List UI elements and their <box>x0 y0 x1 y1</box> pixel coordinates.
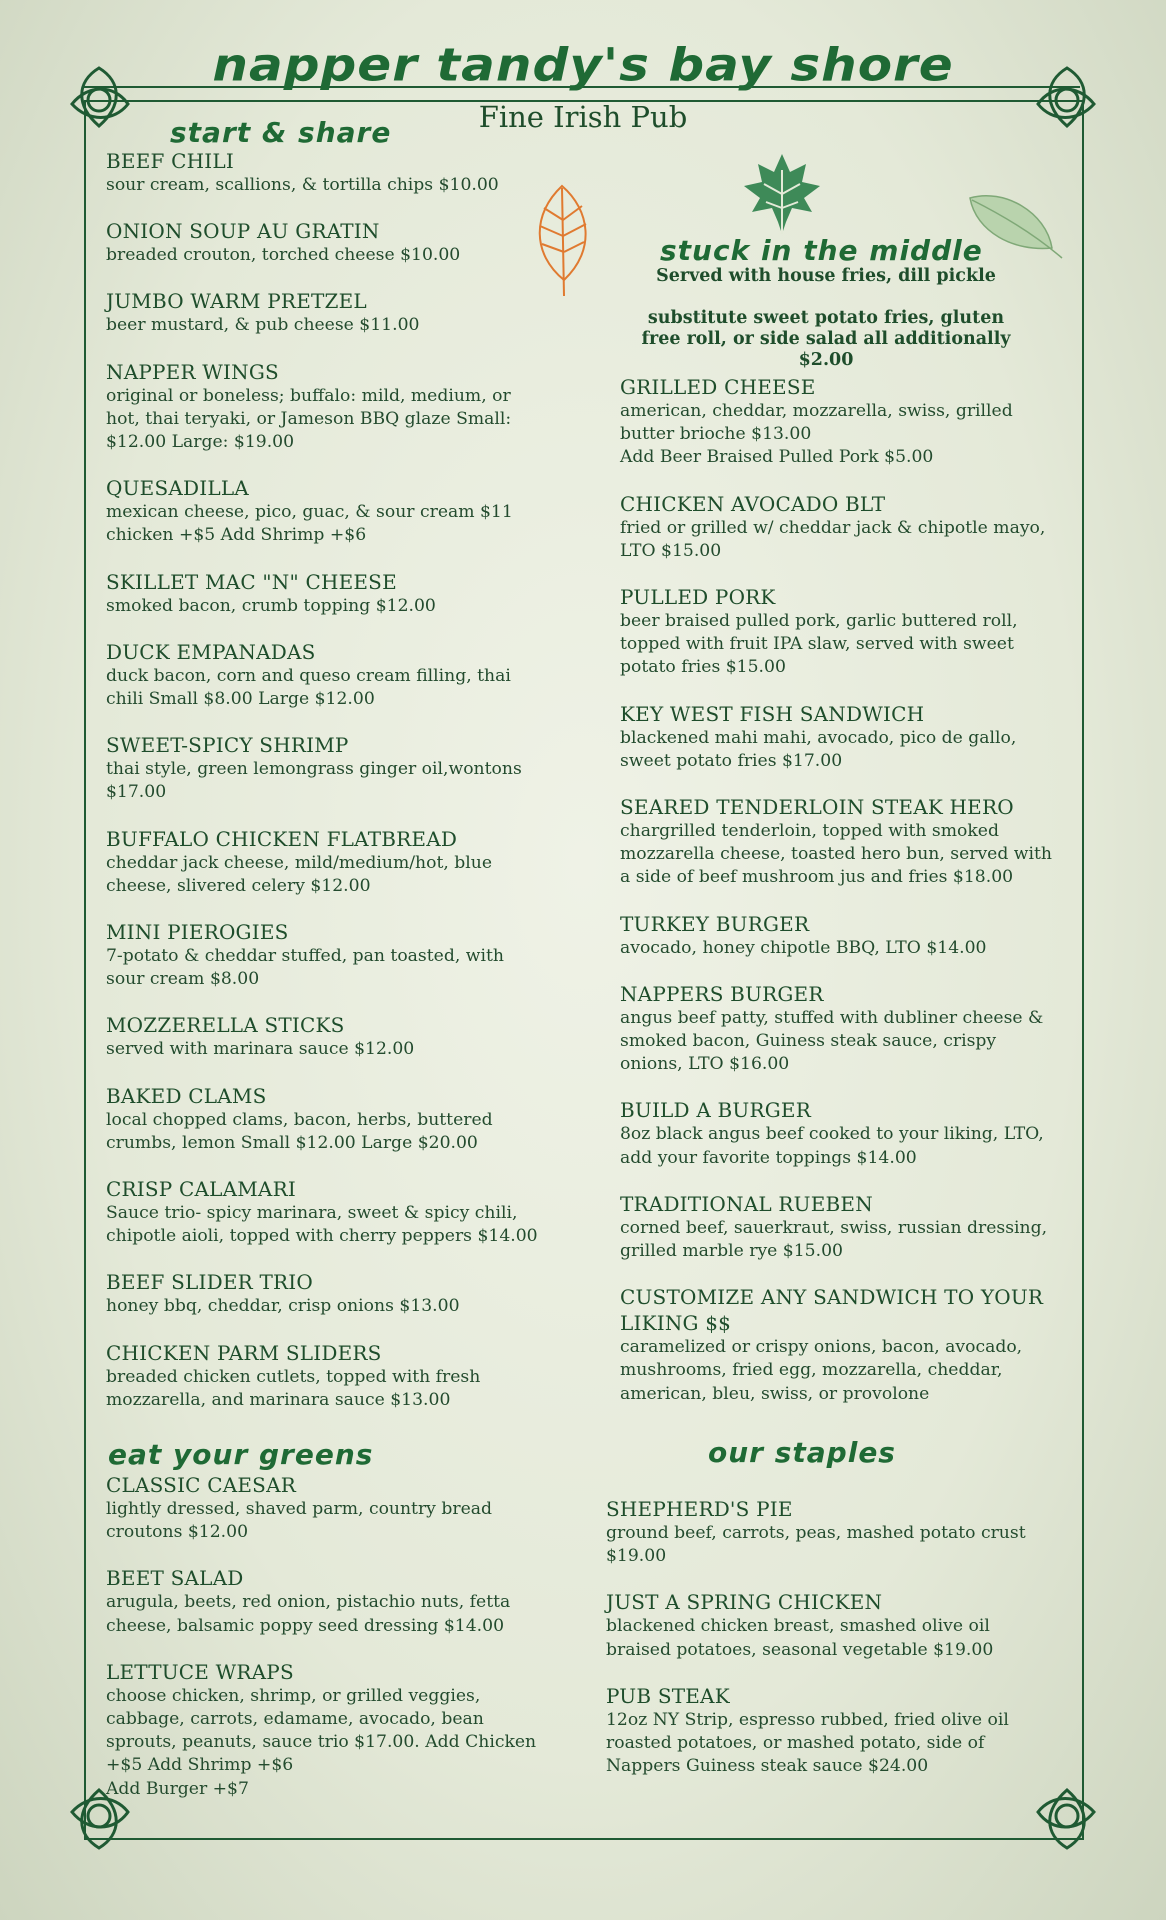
item-name: BEEF CHILI <box>106 149 234 173</box>
item-name: CLASSIC CAESAR <box>106 1473 296 1497</box>
item-desc: 12oz NY Strip, espresso rubbed, fried olive oil roasted potatoes, or mashed potato, side of Nappers Guiness steak sauce $24.00 <box>606 1709 1009 1777</box>
menu-item <box>106 1012 546 1061</box>
item-name: ONION SOUP AU GRATIN <box>106 219 380 244</box>
item-name: BUILD A BURGER <box>620 1098 811 1123</box>
item-name: NAPPER WINGS <box>106 359 279 384</box>
item-name: SKILLET MAC "N" CHEESE <box>106 569 397 594</box>
menu-item <box>606 1683 1056 1779</box>
item-desc-extra: Add Burger +$7 <box>106 1778 249 1799</box>
menu-item <box>620 1191 1060 1263</box>
item-name: MOZZERELLA STICKS <box>106 1013 345 1038</box>
menu-item <box>106 148 546 197</box>
item-desc-extra: Add Beer Braised Pulled Pork $5.00 <box>620 447 934 468</box>
menu-item <box>620 1284 1060 1406</box>
menu-item <box>620 1097 1060 1169</box>
menu-item <box>106 732 546 804</box>
item-desc: honey bbq, cheddar, crisp onions $13.00 <box>106 1296 460 1317</box>
item-desc: blackened chicken breast, smashed olive oil braised potatoes, seasonal vegetable $19.00 <box>606 1616 994 1660</box>
item-name: BUFFALO CHICKEN FLATBREAD <box>106 826 458 851</box>
menu-item <box>106 919 546 991</box>
item-desc: beer mustard, & pub cheese $11.00 <box>106 315 420 336</box>
menu-item <box>106 1083 546 1155</box>
item-desc: local chopped clams, bacon, herbs, buttered crumbs, lemon Small $12.00 Large $20.00 <box>106 1109 493 1153</box>
item-desc: caramelized or crispy onions, bacon, avocado, mushrooms, fried egg, mozzarella, cheddar, american, bleu, swiss, or provolone <box>620 1337 1023 1404</box>
item-desc: duck bacon, corn and queso cream filling, thai chili Small $8.00 Large $12.00 <box>106 665 511 710</box>
middle-list <box>620 374 1060 1427</box>
menu-item <box>106 1269 546 1318</box>
menu-item <box>106 639 546 711</box>
item-name: BAKED CLAMS <box>106 1083 267 1108</box>
item-desc: mexican cheese, pico, guac, & sour cream $11 chicken +$5 Add Shrimp +$6 <box>106 502 513 546</box>
section-title-start-share: start & share <box>170 116 392 149</box>
menu-item <box>620 794 1060 890</box>
item-name: NAPPERS BURGER <box>620 981 824 1006</box>
item-desc: thai style, green lemongrass ginger oil,wontons $17.00 <box>106 759 522 803</box>
item-name: LETTUCE WRAPS <box>106 1659 294 1684</box>
start-share-list <box>106 148 546 1433</box>
middle-note-substitute: substitute sweet potato fries, gluten free roll, or side salad all additionally $2.00 <box>641 308 1011 370</box>
menu-item <box>620 981 1060 1077</box>
menu-item <box>106 288 546 337</box>
menu-item <box>106 569 546 618</box>
section-title-greens: eat your greens <box>108 1438 374 1471</box>
menu-item <box>106 475 546 547</box>
section-title-middle: stuck in the middle <box>660 234 983 267</box>
item-desc: breaded chicken cutlets, topped with fresh mozzarella, and marinara sauce $13.00 <box>106 1366 481 1410</box>
item-desc: Sauce trio- spicy marinara, sweet & spicy chili, chipotle aioli, topped with cherry peppers $14.00 <box>106 1203 538 1247</box>
item-desc: blackened mahi mahi, avocado, pico de gallo, sweet potato fries $17.00 <box>620 727 1017 771</box>
item-name: GRILLED CHEESE <box>620 375 816 399</box>
menu-item <box>620 701 1060 773</box>
item-desc: smoked bacon, crumb topping $12.00 <box>106 595 436 616</box>
item-desc: angus beef patty, stuffed with dubliner cheese & smoked bacon, Guiness steak sauce, crispy onions, LTO $16.00 <box>620 1007 1044 1075</box>
item-desc: 8oz black angus beef cooked to your liking, LTO, add your favorite toppings $14.00 <box>620 1124 1044 1168</box>
menu-item <box>620 584 1060 680</box>
menu-item <box>106 1472 546 1544</box>
menu-item <box>106 359 546 455</box>
item-desc: fried or grilled w/ cheddar jack & chipotle mayo, LTO $15.00 <box>620 517 1046 561</box>
item-name: TRADITIONAL RUEBEN <box>620 1191 873 1216</box>
item-desc: breaded crouton, torched cheese $10.00 <box>106 245 461 266</box>
menu-item <box>620 374 1060 470</box>
menu-item <box>620 911 1060 960</box>
item-desc: cheddar jack cheese, mild/medium/hot, blue cheese, slivered celery $12.00 <box>106 852 493 896</box>
item-desc: lightly dressed, shaved parm, country bread croutons $12.00 <box>106 1499 492 1543</box>
item-desc: served with marinara sauce $12.00 <box>106 1039 415 1060</box>
menu-item <box>106 218 546 267</box>
green-leaf-icon <box>740 150 824 236</box>
item-name: SEARED TENDERLOIN STEAK HERO <box>620 795 1014 820</box>
item-name: PULLED PORK <box>620 585 776 610</box>
item-name: CUSTOMIZE ANY SANDWICH TO YOUR LIKING $$ <box>620 1285 1044 1336</box>
item-name: JUST A SPRING CHICKEN <box>606 1590 883 1615</box>
menu-item <box>606 1589 1056 1661</box>
middle-note-sides: Served with house fries, dill pickle <box>656 266 996 286</box>
page-title: napper tandy's bay shore <box>212 38 954 92</box>
item-name: CHICKEN PARM SLIDERS <box>106 1340 382 1365</box>
item-name: CHICKEN AVOCADO BLT <box>620 491 886 516</box>
menu-item <box>606 1496 1056 1568</box>
item-name: MINI PIEROGIES <box>106 920 289 945</box>
menu-item <box>106 1659 546 1801</box>
menu-item <box>106 826 546 898</box>
item-desc: arugula, beets, red onion, pistachio nuts, fetta cheese, balsamic poppy seed dressing $14.00 <box>106 1592 511 1636</box>
item-desc: original or boneless; buffalo: mild, medium, or hot, thai teryaki, or Jameson BBQ glaze Small: $12.00 Large: $19.00 <box>106 385 512 453</box>
item-desc: ground beef, carrots, peas, mashed potato crust $19.00 <box>606 1523 1026 1567</box>
item-name: SHEPHERD'S PIE <box>606 1497 793 1521</box>
menu-item <box>106 1565 546 1637</box>
item-desc: 7-potato & cheddar stuffed, pan toasted, with sour cream $8.00 <box>106 946 504 990</box>
section-title-staples: our staples <box>708 1436 896 1469</box>
item-desc: chargrilled tenderloin, topped with smoked mozzarella cheese, toasted hero bun, served with a side of beef mushroom jus and fries $18.00 <box>620 821 1052 888</box>
item-name: BEEF SLIDER TRIO <box>106 1270 313 1295</box>
item-name: SWEET-SPICY SHRIMP <box>106 733 349 758</box>
item-name: KEY WEST FISH SANDWICH <box>620 701 925 726</box>
item-desc: american, cheddar, mozzarella, swiss, grilled butter brioche $13.00 <box>620 401 1013 445</box>
greens-list <box>106 1472 546 1822</box>
item-name: CRISP CALAMARI <box>106 1177 296 1202</box>
item-name: PUB STEAK <box>606 1683 730 1708</box>
item-name: JUMBO WARM PRETZEL <box>106 289 367 314</box>
item-name: BEET SALAD <box>106 1566 244 1591</box>
item-desc: avocado, honey chipotle BBQ, LTO $14.00 <box>620 937 987 958</box>
page-subtitle: Fine Irish Pub <box>478 100 688 134</box>
item-name: TURKEY BURGER <box>620 911 810 936</box>
item-desc: corned beef, sauerkraut, swiss, russian dressing, grilled marble rye $15.00 <box>620 1217 1048 1262</box>
menu-item <box>106 1176 546 1248</box>
menu-item <box>620 491 1060 563</box>
item-name: QUESADILLA <box>106 476 249 501</box>
item-desc: choose chicken, shrimp, or grilled veggies, cabbage, carrots, edamame, avocado, bean sprouts, peanuts, sauce trio $17.00. Add Chicken +$5 Add Shrimp +$6 <box>106 1685 537 1776</box>
item-desc: beer braised pulled pork, garlic buttered roll, topped with fruit IPA slaw, served with sweet potato fries $15.00 <box>620 611 1018 678</box>
menu-item <box>106 1340 546 1412</box>
item-name: DUCK EMPANADAS <box>106 639 316 664</box>
item-desc: sour cream, scallions, & tortilla chips $10.00 <box>106 175 499 195</box>
staples-list <box>606 1496 1056 1799</box>
